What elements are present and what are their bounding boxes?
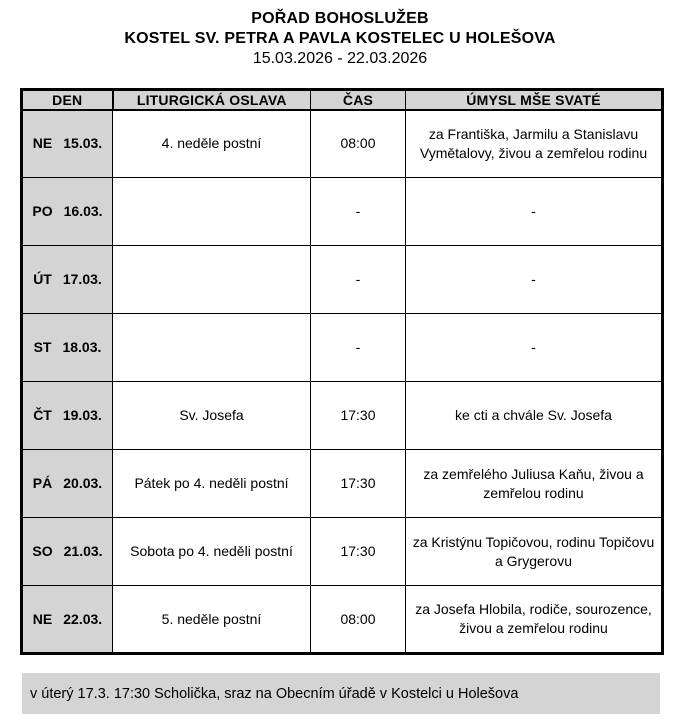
table-row-so-21	[22, 518, 663, 586]
col-header-umysl-mse-svate: ÚMYSL MŠE SVATÉ	[406, 90, 663, 110]
time-cell: 17:30	[311, 450, 406, 518]
day-cell	[22, 110, 113, 178]
day-abbrev: ČT	[33, 407, 52, 423]
celebration-cell	[113, 178, 311, 246]
intention-cell: -	[406, 178, 663, 246]
celebration-cell: 4. neděle postní	[113, 110, 311, 178]
time-cell: 08:00	[311, 586, 406, 654]
time-cell: 17:30	[311, 382, 406, 450]
table-row-pa-20	[22, 450, 663, 518]
celebration-cell: 5. neděle postní	[113, 586, 311, 654]
col-header-den: DEN	[22, 90, 113, 110]
col-header-cas: ČAS	[311, 90, 406, 110]
day-abbrev: PO	[32, 203, 53, 219]
table-row-ut-17	[22, 246, 663, 314]
time-cell: 17:30	[311, 518, 406, 586]
day-abbrev: NE	[32, 610, 53, 627]
celebration-cell: Sv. Josefa	[113, 382, 311, 450]
table-row-st-18	[22, 314, 663, 382]
day-cell	[22, 450, 113, 518]
col-header-liturgicka-oslava: LITURGICKÁ OSLAVA	[113, 90, 311, 110]
document-header	[0, 0, 680, 69]
table-header-row	[22, 90, 663, 110]
intention-cell: za Františka, Jarmilu a Stanislavu Vymětalovy, živou a zemřelou rodinu	[406, 110, 663, 178]
page-title: POŘAD BOHOSLUŽEB	[251, 10, 429, 27]
announcement-note: v úterý 17.3. 17:30 Scholička, sraz na Obecním úřadě v Kostelci u Holešova	[30, 685, 519, 702]
day-cell	[22, 382, 113, 450]
day-abbrev: NE	[32, 135, 53, 152]
celebration-cell	[113, 314, 311, 382]
day-cell	[22, 178, 113, 246]
day-abbrev: PÁ	[32, 475, 53, 491]
day-date: 17.03.	[62, 271, 102, 287]
time-cell: -	[311, 178, 406, 246]
day-cell	[22, 246, 113, 314]
day-cell	[22, 586, 113, 654]
day-date: 19.03.	[62, 407, 102, 423]
intention-cell: za zemřelého Juliusa Kaňu, živou a zemřelou rodinu	[406, 450, 663, 518]
day-cell	[22, 518, 113, 586]
day-date: 15.03.	[63, 135, 103, 152]
celebration-cell: Sobota po 4. neděli postní	[113, 518, 311, 586]
time-cell: 08:00	[311, 110, 406, 178]
day-date: 21.03.	[63, 543, 103, 559]
celebration-cell: Pátek po 4. neděli postní	[113, 450, 311, 518]
table-row-ne-22	[22, 586, 663, 654]
date-range: 15.03.2026 - 22.03.2026	[252, 50, 428, 67]
intention-cell: za Josefa Hlobila, rodiče, sourozence, živou a zemřelou rodinu	[406, 586, 663, 654]
intention-cell: -	[406, 314, 663, 382]
intention-cell: -	[406, 246, 663, 314]
intention-cell: ke cti a chvále Sv. Josefa	[406, 382, 663, 450]
day-date: 18.03.	[62, 339, 102, 355]
day-date: 22.03.	[63, 610, 103, 627]
celebration-cell	[113, 246, 311, 314]
day-abbrev: ST	[33, 339, 52, 355]
time-cell: -	[311, 314, 406, 382]
schedule-table	[20, 88, 664, 655]
table-row-ne-15	[22, 110, 663, 178]
announcement-bar	[22, 673, 660, 714]
table-row-po-16	[22, 178, 663, 246]
day-abbrev: ÚT	[33, 271, 52, 287]
day-abbrev: SO	[32, 543, 53, 559]
table-row-ct-19	[22, 382, 663, 450]
day-date: 20.03.	[63, 475, 103, 491]
day-date: 16.03.	[63, 203, 103, 219]
time-cell: -	[311, 246, 406, 314]
intention-cell: za Kristýnu Topičovou, rodinu Topičovu a Grygerovu	[406, 518, 663, 586]
church-name: KOSTEL SV. PETRA A PAVLA KOSTELEC U HOLEŠOVA	[124, 30, 556, 47]
day-cell	[22, 314, 113, 382]
